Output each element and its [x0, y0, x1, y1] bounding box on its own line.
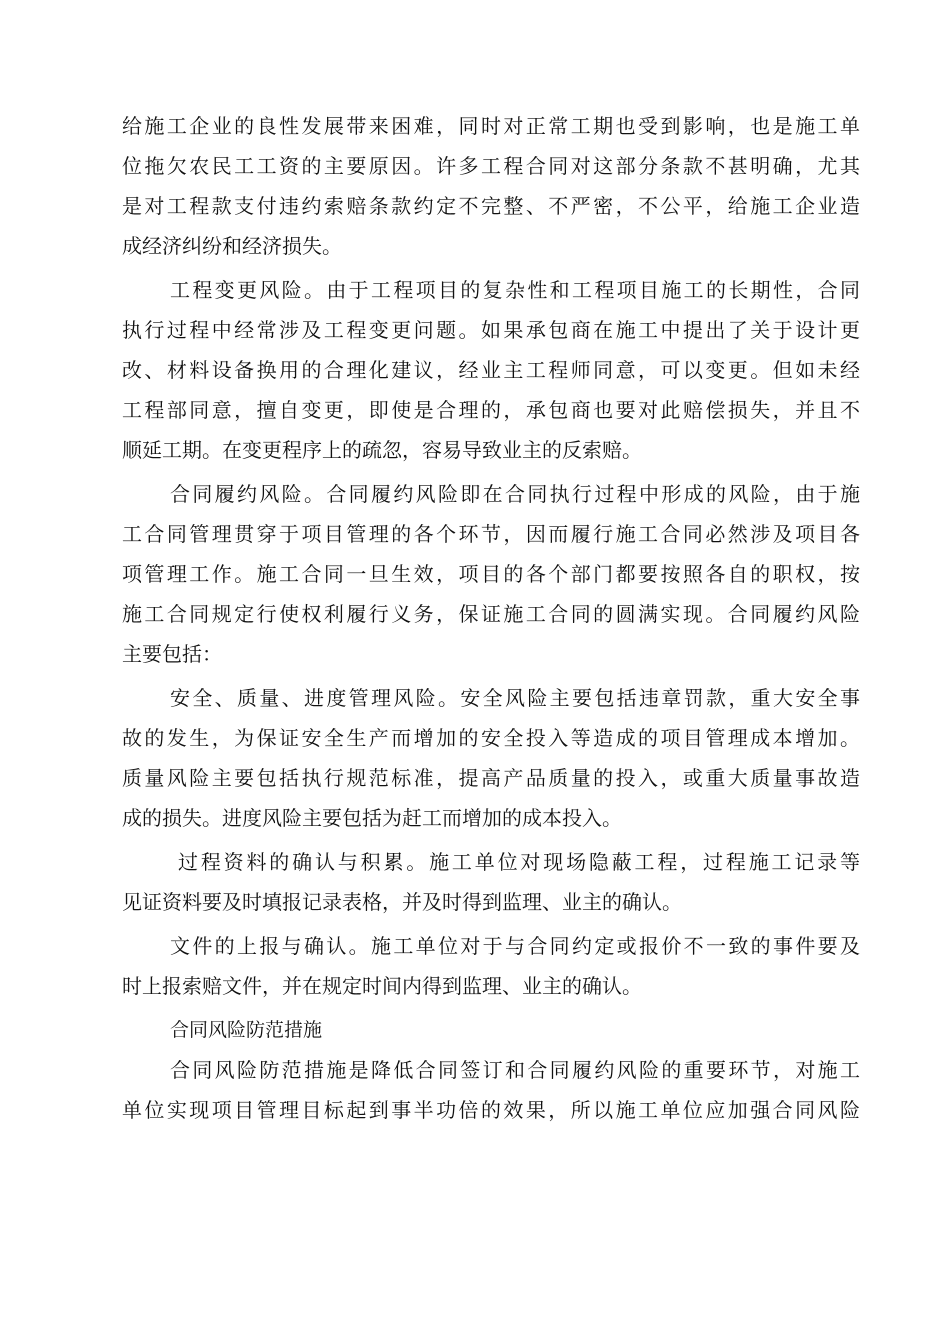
document-body — [122, 106, 860, 1130]
text-line: 合同风险防范措施是降低合同签订和合同履约风险的重要环节，对施工 — [170, 1058, 860, 1082]
text-line: 改、材料设备换用的合理化建议，经业主工程师同意，可以变更。但如未经 — [122, 358, 860, 382]
text-line: 合同履约风险。合同履约风险即在合同执行过程中形成的风险，由于施 — [170, 482, 860, 506]
text-line: 过程资料的确认与积累。施工单位对现场隐蔽工程，过程施工记录等 — [178, 850, 860, 874]
text-line: 主要包括： — [122, 642, 222, 666]
text-line: 顺延工期。在变更程序上的疏忽，容易导致业主的反索赔。 — [122, 438, 642, 462]
text-line: 工合同管理贯穿于项目管理的各个环节，因而履行施工合同必然涉及项目各 — [122, 522, 860, 546]
text-line: 执行过程中经常涉及工程变更问题。如果承包商在施工中提出了关于设计更 — [122, 318, 860, 342]
text-line: 项管理工作。施工合同一旦生效，项目的各个部门都要按照各自的职权，按 — [122, 562, 860, 586]
text-line: 成经济纠纷和经济损失。 — [122, 234, 342, 258]
text-line: 施工合同规定行使权利履行义务，保证施工合同的圆满实现。合同履约风险 — [122, 602, 860, 626]
text-line: 安全、质量、进度管理风险。安全风险主要包括违章罚款，重大安全事 — [170, 686, 860, 710]
text-line: 位拖欠农民工工资的主要原因。许多工程合同对这部分条款不甚明确，尤其 — [122, 154, 860, 178]
text-line: 质量风险主要包括执行规范标准，提高产品质量的投入，或重大质量事故造 — [122, 766, 860, 790]
text-line: 给施工企业的良性发展带来困难，同时对正常工期也受到影响，也是施工单 — [122, 114, 860, 138]
section-heading: 合同风险防范措施 — [170, 1019, 323, 1041]
text-line: 文件的上报与确认。施工单位对于与合同约定或报价不一致的事件要及 — [170, 934, 860, 958]
text-line: 工程部同意，擅自变更，即使是合理的，承包商也要对此赔偿损失，并且不 — [122, 398, 860, 422]
text-line: 单位实现项目管理目标起到事半功倍的效果，所以施工单位应加强合同风险 — [122, 1098, 860, 1122]
text-line: 成的损失。进度风险主要包括为赶工而增加的成本投入。 — [122, 806, 622, 830]
text-line: 故的发生，为保证安全生产而增加的安全投入等造成的项目管理成本增加。 — [122, 726, 860, 750]
text-line: 是对工程款支付违约索赔条款约定不完整、不严密，不公平，给施工企业造 — [122, 194, 860, 218]
text-line: 见证资料要及时填报记录表格，并及时得到监理、业主的确认。 — [122, 890, 682, 914]
text-line: 时上报索赔文件，并在规定时间内得到监理、业主的确认。 — [122, 974, 642, 998]
text-line: 工程变更风险。由于工程项目的复杂性和工程项目施工的长期性，合同 — [170, 278, 860, 302]
